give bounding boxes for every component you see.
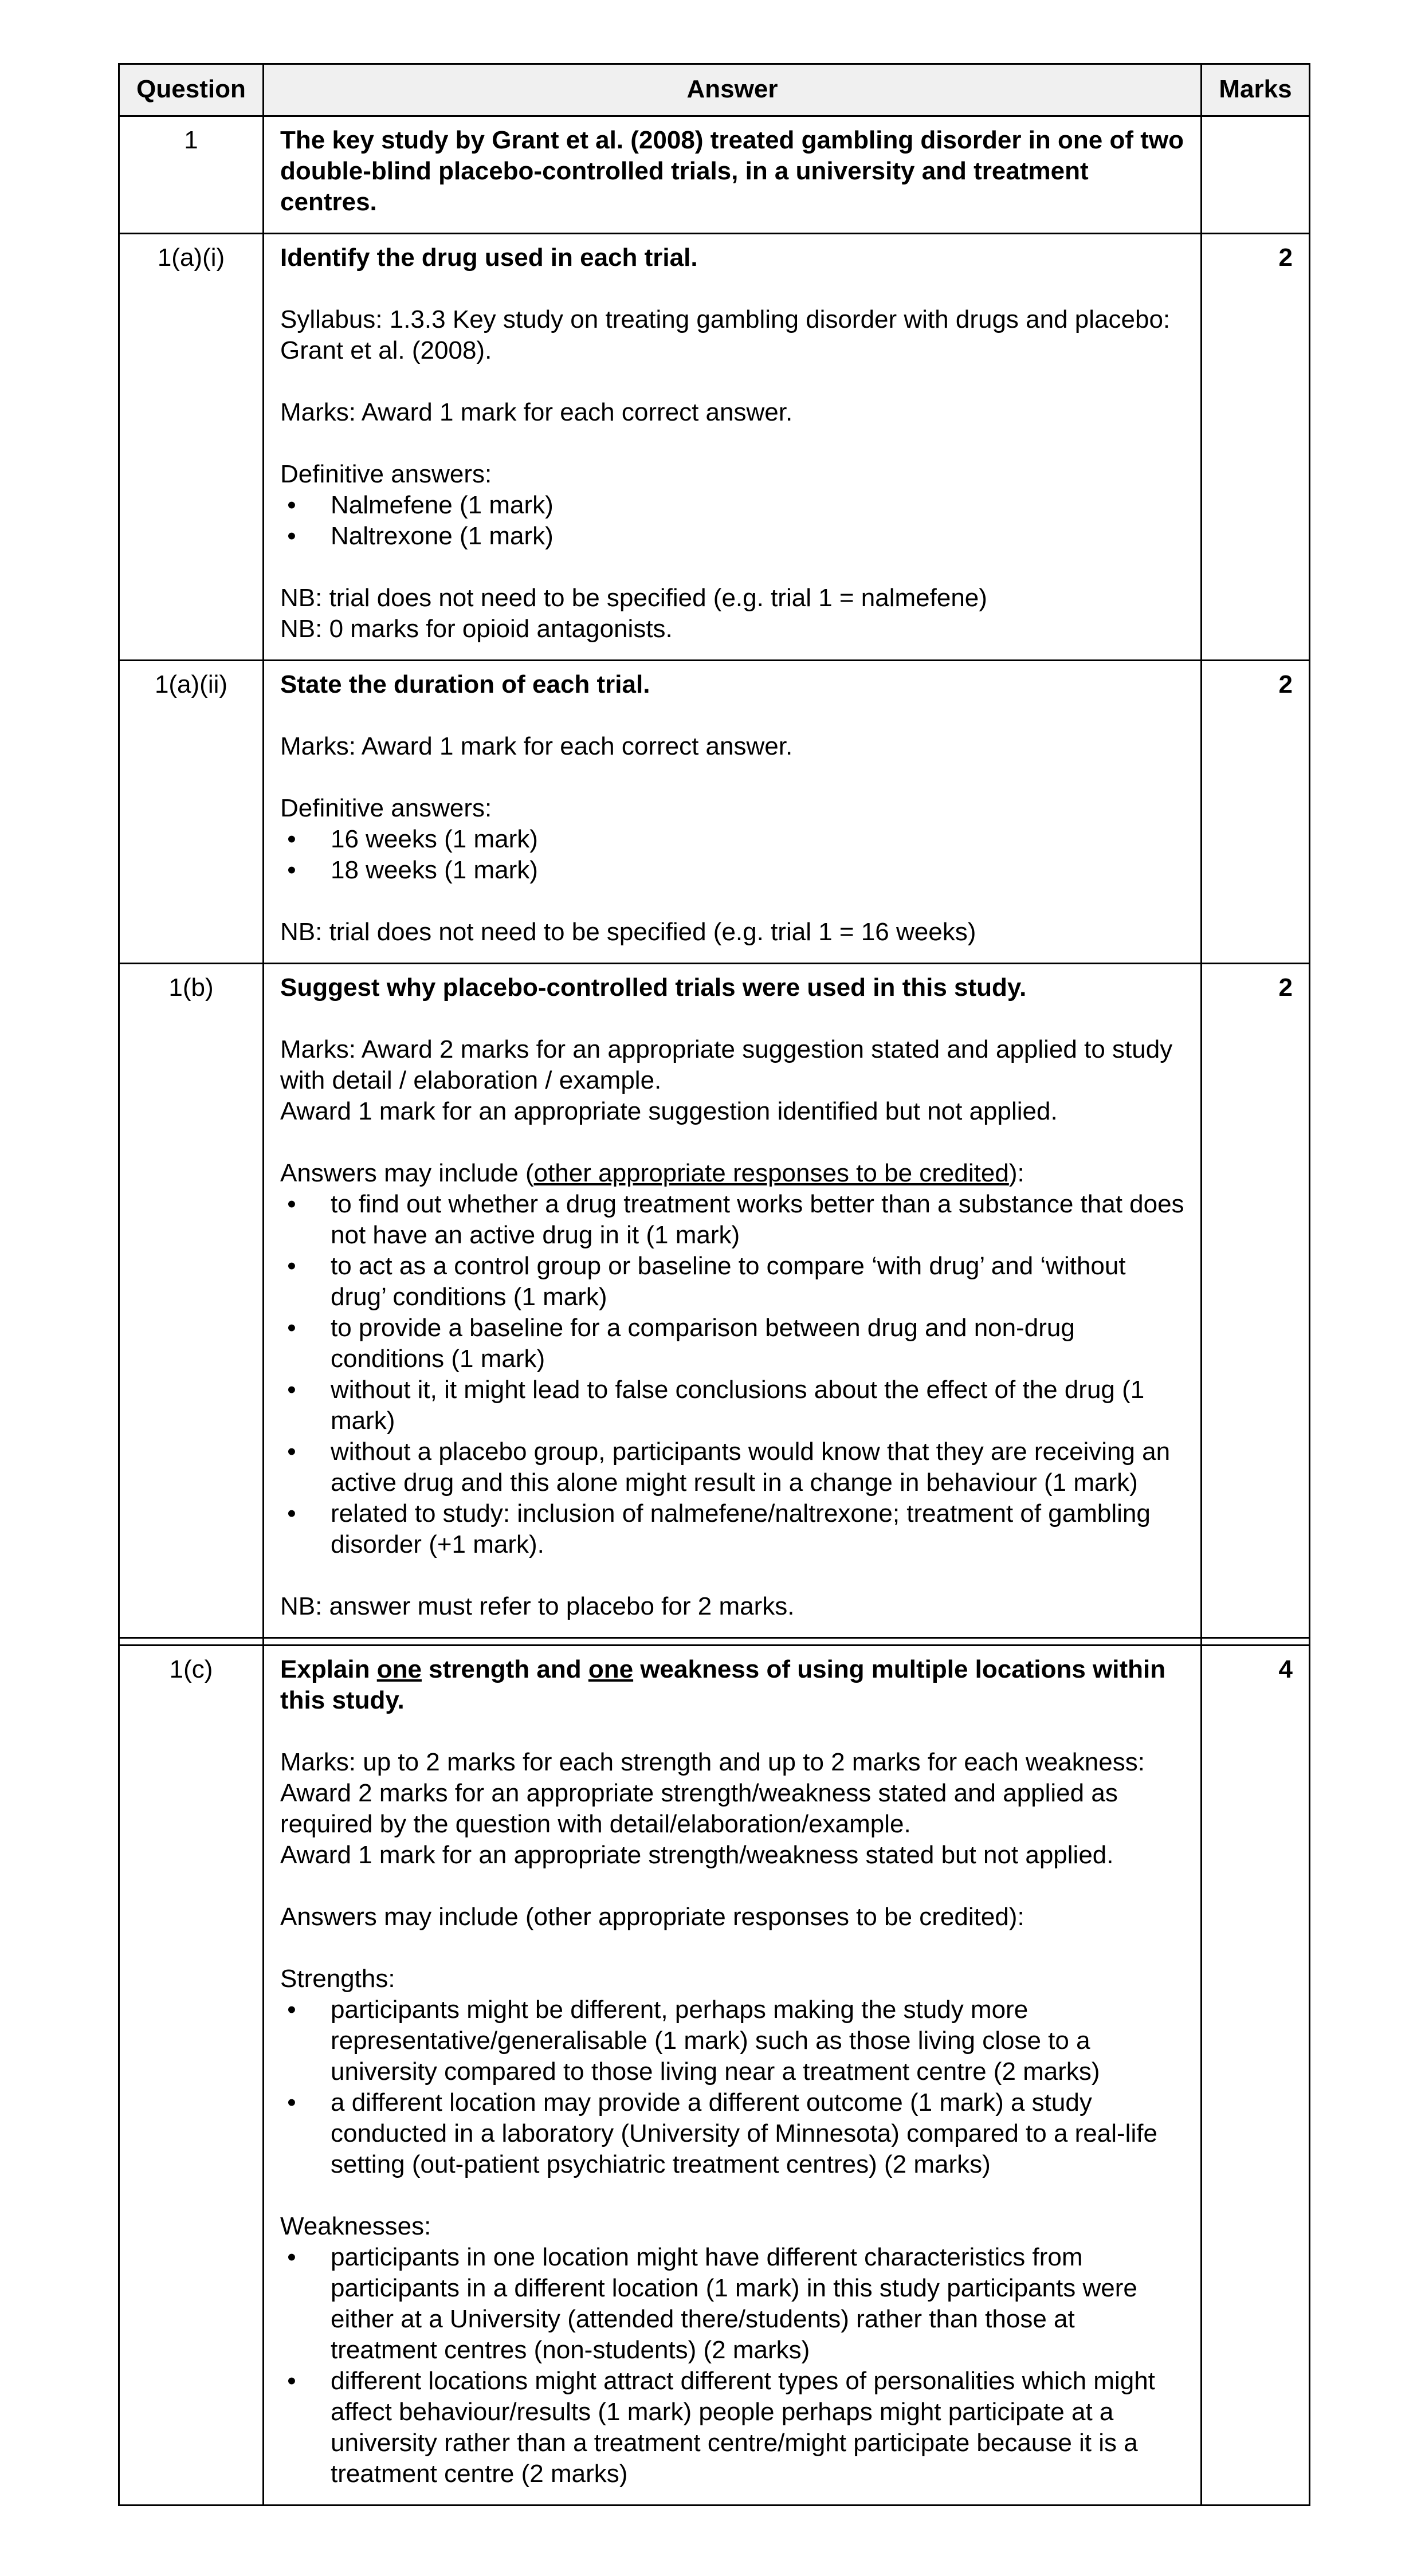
mark-scheme-page xyxy=(118,63,1309,2506)
bullet-icon: • xyxy=(287,522,296,550)
marks-value: 2 xyxy=(1202,964,1310,1638)
bullet-icon: • xyxy=(287,856,296,884)
table-header-row xyxy=(119,64,1310,116)
marking-text: Award 2 marks for an appropriate strength/weakness stated and applied as required by the question with detail/elaboration/example. xyxy=(280,1779,1118,1838)
answer-cell xyxy=(264,661,1202,964)
marks-column-header: Marks xyxy=(1202,64,1310,116)
answers-heading: Answers may include (other appropriate responses to be credited): xyxy=(280,1903,1024,1931)
list-item: • related to study: inclusion of nalmefene/naltrexone; treatment of gambling disorder (+1 mark). xyxy=(280,1498,1184,1560)
table-row-q1b xyxy=(119,964,1310,1638)
question-text: State the duration of each trial. xyxy=(280,670,650,698)
note-text: NB: answer must refer to placebo for 2 marks. xyxy=(280,1592,795,1620)
answers-heading: Definitive answers: xyxy=(280,794,492,822)
note-text: NB: trial does not need to be specified (e.g. trial 1 = nalmefene) xyxy=(280,584,987,612)
list-item: • a different location may provide a different outcome (1 mark) a study conducted in a laboratory (University of Minnesota) compared to a real-life setting (out-patient psychiatric treatment centres) (2 marks) xyxy=(280,2087,1184,2180)
answers-list xyxy=(280,824,1184,886)
note-text: NB: 0 marks for opioid antagonists. xyxy=(280,615,673,643)
strengths-heading: Strengths: xyxy=(280,1965,395,1993)
marking-text: Award 1 mark for an appropriate strength/weakness stated but not applied. xyxy=(280,1841,1114,1869)
list-item: • participants in one location might have different characteristics from participants in a different location (1 mark) in this study participants were either at a University (attended there/students) rather than those at treatment centres (non-students) (2 marks) xyxy=(280,2242,1184,2366)
list-item: • without it, it might lead to false conclusions about the effect of the drug (1 mark) xyxy=(280,1375,1184,1436)
bullet-icon: • xyxy=(287,1314,296,1342)
bullet-icon: • xyxy=(287,2088,296,2116)
strengths-list xyxy=(280,1994,1184,2180)
list-item: • to provide a baseline for a comparison between drug and non-drug conditions (1 mark) xyxy=(280,1313,1184,1375)
answer-cell xyxy=(264,234,1202,661)
question-number: 1(b) xyxy=(119,964,264,1638)
list-item: • Nalmefene (1 mark) xyxy=(280,490,1184,521)
weaknesses-list xyxy=(280,2242,1184,2489)
question-column-header: Question xyxy=(119,64,264,116)
marks-value: 4 xyxy=(1202,1646,1310,2506)
marking-text: Award 1 mark for an appropriate suggestion identified but not applied. xyxy=(280,1097,1058,1125)
question-text: Explain one strength and one weakness of using multiple locations within this study. xyxy=(280,1655,1166,1714)
answers-heading: Answers may include (other appropriate responses to be credited): xyxy=(280,1159,1024,1187)
table-row-q1c xyxy=(119,1646,1310,2506)
mark-scheme-table xyxy=(118,63,1310,2506)
list-item: • 18 weeks (1 mark) xyxy=(280,855,1184,886)
list-item: • Naltrexone (1 mark) xyxy=(280,521,1184,552)
weaknesses-heading: Weaknesses: xyxy=(280,2212,431,2240)
bullet-icon: • xyxy=(287,2243,296,2271)
bullet-icon: • xyxy=(287,825,296,853)
marks-value: 2 xyxy=(1202,234,1310,661)
list-item: • to act as a control group or baseline to compare ‘with drug’ and ‘without drug’ conditions (1 mark) xyxy=(280,1251,1184,1313)
syllabus-text: Syllabus: 1.3.3 Key study on treating gambling disorder with drugs and placebo: Grant et al. (2008). xyxy=(280,305,1171,364)
answer-cell xyxy=(264,1646,1202,2506)
list-item: • different locations might attract different types of personalities which might affect behaviour/results (1 mark) people perhaps might participate at a university rather than a treatment centre/might participate because it is a treatment centre (2 marks) xyxy=(280,2366,1184,2489)
question-number: 1 xyxy=(119,116,264,234)
bullet-icon: • xyxy=(287,1190,296,1218)
question-number: 1(a)(ii) xyxy=(119,661,264,964)
answer-column-header: Answer xyxy=(264,64,1202,116)
answers-list xyxy=(280,1189,1184,1560)
list-item: • to find out whether a drug treatment works better than a substance that does not have an active drug in it (1 mark) xyxy=(280,1189,1184,1251)
question-text: Identify the drug used in each trial. xyxy=(280,244,698,272)
table-row-q1ai xyxy=(119,234,1310,661)
bullet-icon: • xyxy=(287,2367,296,2395)
bullet-icon: • xyxy=(287,1996,296,2024)
list-item: • 16 weeks (1 mark) xyxy=(280,824,1184,855)
marks-value: 2 xyxy=(1202,661,1310,964)
bullet-icon: • xyxy=(287,491,296,519)
marking-text: Marks: up to 2 marks for each strength and up to 2 marks for each weakness: xyxy=(280,1748,1145,1776)
question-text: Suggest why placebo-controlled trials were used in this study. xyxy=(280,973,1027,1002)
answers-heading: Definitive answers: xyxy=(280,460,492,488)
marking-text: Marks: Award 2 marks for an appropriate suggestion stated and applied to study with detail / elaboration / example. xyxy=(280,1035,1173,1094)
marking-text: Marks: Award 1 mark for each correct answer. xyxy=(280,732,793,760)
marks-cell-empty xyxy=(1202,116,1310,234)
answer-cell xyxy=(264,964,1202,1638)
answers-list xyxy=(280,490,1184,552)
bullet-icon: • xyxy=(287,1438,296,1466)
list-item: • without a placebo group, participants would know that they are receiving an active drug and this alone might result in a change in behaviour (1 mark) xyxy=(280,1436,1184,1498)
bullet-icon: • xyxy=(287,1376,296,1404)
table-row-q1aii xyxy=(119,661,1310,964)
bullet-icon: • xyxy=(287,1499,296,1527)
question-stem: The key study by Grant et al. (2008) treated gambling disorder in one of two double-blind placebo-controlled trials, in a university and treatment centres. xyxy=(280,126,1184,216)
question-stem-cell xyxy=(264,116,1202,234)
question-number: 1(a)(i) xyxy=(119,234,264,661)
question-number: 1(c) xyxy=(119,1646,264,2506)
marking-text: Marks: Award 1 mark for each correct answer. xyxy=(280,398,793,426)
note-text: NB: trial does not need to be specified (e.g. trial 1 = 16 weeks) xyxy=(280,918,976,946)
table-row-q1 xyxy=(119,116,1310,234)
list-item: • participants might be different, perhaps making the study more representative/generalisable (1 mark) such as those living close to a university compared to those living near a treatment centre (2 marks) xyxy=(280,1994,1184,2087)
row-separator xyxy=(119,1638,1310,1646)
bullet-icon: • xyxy=(287,1252,296,1280)
